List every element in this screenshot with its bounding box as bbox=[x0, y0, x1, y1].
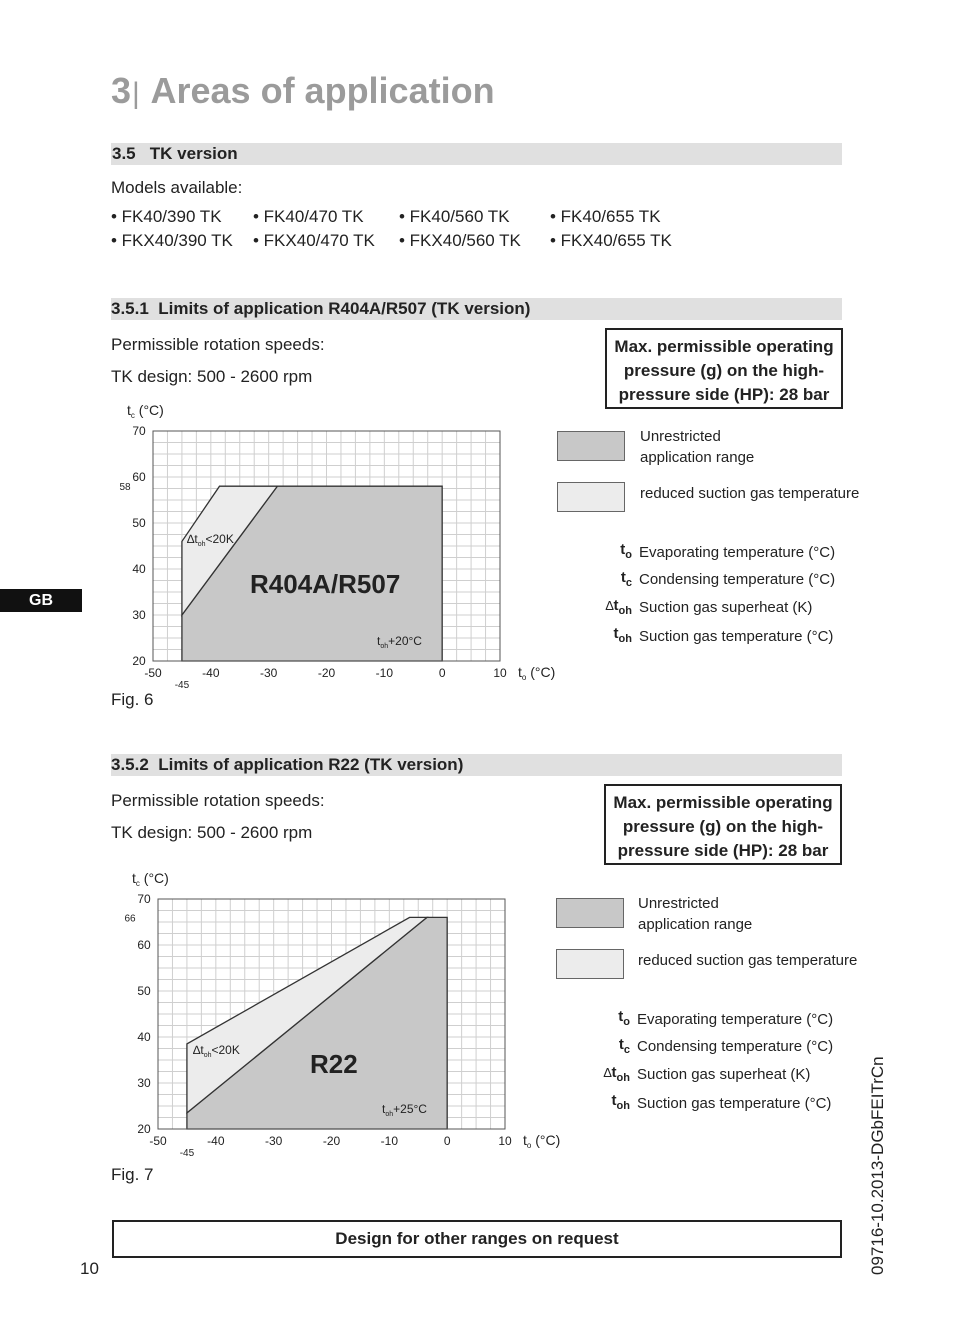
symbol-desc: Suction gas temperature (°C) bbox=[637, 1095, 832, 1112]
model-item: • FKX40/390 TK bbox=[111, 231, 233, 250]
chart-title: R22 bbox=[310, 1049, 358, 1079]
x-tick-label: 10 bbox=[498, 1134, 512, 1148]
x-tick-label: -20 bbox=[317, 666, 336, 680]
section-bar-3-5-1 bbox=[111, 298, 842, 320]
x-tick-label: -20 bbox=[322, 1134, 341, 1148]
model-item: • FKX40/655 TK bbox=[550, 231, 672, 250]
y-tick-label: 40 bbox=[137, 1030, 151, 1044]
x-tick-label: -40 bbox=[207, 1134, 225, 1148]
y-tick-label: 60 bbox=[132, 470, 146, 484]
y-tick-label: 70 bbox=[132, 424, 146, 438]
pressure-line: pressure (g) on the high- bbox=[622, 817, 824, 836]
chart-annotation: $t_{oh}+25^\circ C$ bbox=[382, 1102, 427, 1118]
chart-r404a bbox=[100, 395, 570, 695]
legend-swatch-unrestricted bbox=[557, 431, 625, 461]
legend-label-reduced: reduced suction gas temperature bbox=[638, 952, 858, 969]
x-tick-label: -50 bbox=[144, 666, 162, 680]
legend-swatch-unrestricted bbox=[556, 898, 624, 928]
fig-caption: Fig. 7 bbox=[111, 1165, 154, 1184]
model-item: • FKX40/560 TK bbox=[399, 231, 521, 250]
legend-text: Unrestricted bbox=[640, 428, 721, 445]
y-tick-label: 40 bbox=[132, 562, 146, 576]
symbol-tc: $t_c$ bbox=[618, 1036, 630, 1056]
pressure-line: Max. permissible operating bbox=[614, 337, 834, 356]
y-tick-label: 30 bbox=[137, 1076, 151, 1090]
legend-label-reduced: reduced suction gas temperature bbox=[640, 485, 860, 502]
x-tick-label: -30 bbox=[264, 1134, 283, 1148]
legend-text: application range bbox=[638, 916, 753, 933]
fig-caption: Fig. 6 bbox=[111, 690, 154, 709]
legend-label-unrestricted bbox=[640, 426, 754, 468]
x-tick-label: 10 bbox=[493, 666, 507, 680]
x-tick-label: -50 bbox=[149, 1134, 167, 1148]
x-tick-label: -10 bbox=[375, 666, 394, 680]
section-heading: 3.5.2 Limits of application R22 (TK version) bbox=[111, 755, 464, 774]
x-tick-label: 0 bbox=[438, 666, 446, 680]
models-label: Models available: bbox=[111, 178, 243, 197]
section-heading: 3.5.1 Limits of application R404A/R507 (TK version) bbox=[111, 299, 531, 318]
symbol-desc: Evaporating temperature (°C) bbox=[637, 1011, 834, 1028]
model-item: • FK40/390 TK bbox=[111, 207, 222, 226]
x-tick-label: -40 bbox=[202, 666, 220, 680]
y-tick-label: 60 bbox=[137, 938, 151, 952]
speeds-label: Permissible rotation speeds: bbox=[111, 335, 325, 354]
document-code bbox=[868, 1056, 898, 1275]
x-tick-label: -30 bbox=[259, 666, 278, 680]
chart-annotation: $t_{oh}+20^\circ C$ bbox=[377, 634, 422, 650]
model-item: • FK40/470 TK bbox=[253, 207, 364, 226]
symbol-desc: Condensing temperature (°C) bbox=[637, 1038, 834, 1055]
symbol-toh: $t_{oh}$ bbox=[611, 1092, 630, 1112]
symbol-dtoh: $\Delta t_{oh}$ bbox=[603, 1064, 630, 1084]
y-axis-label: $t_c$ (°C) bbox=[127, 402, 164, 420]
symbol-desc: Suction gas superheat (K) bbox=[637, 1066, 811, 1083]
symbol-toh: $t_{oh}$ bbox=[613, 625, 632, 645]
model-item: • FK40/655 TK bbox=[550, 207, 661, 226]
y-tick-label: 50 bbox=[137, 984, 151, 998]
title-separator: | bbox=[132, 77, 140, 110]
model-item: • FKX40/470 TK bbox=[253, 231, 375, 250]
symbol-desc: Evaporating temperature (°C) bbox=[639, 544, 836, 561]
design-speed: TK design: 500 - 2600 rpm bbox=[111, 823, 313, 842]
chart-r22 bbox=[105, 862, 575, 1162]
y-tick-label: 50 bbox=[132, 516, 146, 530]
symbol-tc: $t_c$ bbox=[620, 569, 632, 589]
x-axis-label: $t_o$ (°C) bbox=[523, 1132, 561, 1150]
chart-annotation: $\Delta t_{oh}<20K$ bbox=[193, 1043, 240, 1059]
legend-label-unrestricted bbox=[638, 893, 752, 935]
y-tick-label-extra: 58 bbox=[119, 482, 131, 494]
legend-swatch-reduced bbox=[556, 949, 624, 979]
symbol-to: $t_o$ bbox=[620, 541, 632, 561]
symbol-desc: Suction gas temperature (°C) bbox=[639, 628, 834, 645]
document-code-text: 09716-10.2013-DGbFEITrCn bbox=[868, 1056, 887, 1275]
y-tick-label: 70 bbox=[137, 892, 151, 906]
chapter-number: 3 bbox=[111, 70, 132, 111]
section-bar-3-5 bbox=[111, 143, 842, 165]
pressure-line: pressure side (HP): 28 bar bbox=[617, 841, 829, 860]
chart-title: R404A/R507 bbox=[250, 569, 401, 599]
section-bar-3-5-2 bbox=[111, 754, 842, 776]
page-number: 10 bbox=[80, 1259, 99, 1278]
chapter-title: Areas of application bbox=[150, 70, 495, 111]
y-axis-label: $t_c$ (°C) bbox=[132, 870, 169, 888]
pressure-line: pressure (g) on the high- bbox=[623, 361, 825, 380]
pressure-box bbox=[605, 328, 843, 409]
y-tick-label: 30 bbox=[132, 608, 146, 622]
footer-note: Design for other ranges on request bbox=[112, 1220, 842, 1258]
x-tick-label: 0 bbox=[443, 1134, 451, 1148]
page-title bbox=[111, 70, 495, 112]
speeds-label: Permissible rotation speeds: bbox=[111, 791, 325, 810]
pressure-line: Max. permissible operating bbox=[613, 793, 833, 812]
x-tick-label: -10 bbox=[380, 1134, 399, 1148]
y-tick-label-extra: 66 bbox=[124, 913, 136, 925]
pressure-box bbox=[604, 784, 842, 865]
symbol-to: $t_o$ bbox=[618, 1008, 630, 1028]
model-item: • FK40/560 TK bbox=[399, 207, 510, 226]
design-speed: TK design: 500 - 2600 rpm bbox=[111, 367, 313, 386]
symbol-desc: Condensing temperature (°C) bbox=[639, 571, 836, 588]
section-heading: 3.5 TK version bbox=[112, 144, 238, 163]
symbol-desc: Suction gas superheat (K) bbox=[639, 599, 813, 616]
chart-annotation: $\Delta t_{oh}<20K$ bbox=[187, 532, 234, 548]
language-tab: GB bbox=[0, 589, 82, 612]
y-tick-label: 20 bbox=[137, 1122, 151, 1136]
pressure-line: pressure side (HP): 28 bar bbox=[618, 385, 830, 404]
symbol-dtoh: $\Delta t_{oh}$ bbox=[605, 597, 632, 617]
legend-text: Unrestricted bbox=[638, 895, 719, 912]
x-axis-label: $t_o$ (°C) bbox=[518, 664, 556, 682]
legend-swatch-reduced bbox=[557, 482, 625, 512]
x-tick-label-extra: -45 bbox=[174, 680, 190, 691]
y-tick-label: 20 bbox=[132, 654, 146, 668]
legend-text: application range bbox=[640, 449, 755, 466]
x-tick-label-extra: -45 bbox=[179, 1148, 195, 1159]
